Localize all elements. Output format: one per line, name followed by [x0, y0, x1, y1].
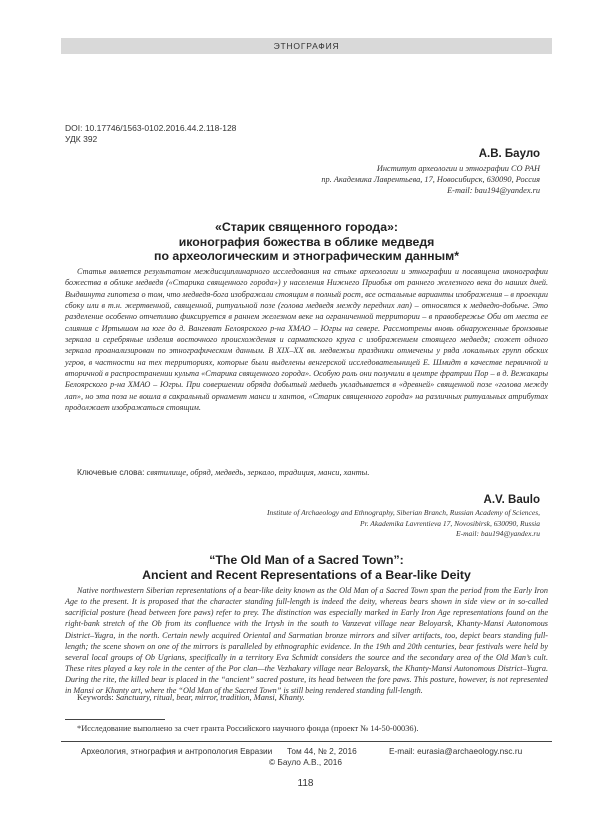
page-number: 118 [297, 778, 314, 789]
title-en-line: Ancient and Recent Representations of a Bear-like Deity [142, 567, 471, 582]
title-en-line: “The Old Man of a Sacred Town”: [209, 553, 404, 567]
affiliation-en [267, 508, 540, 540]
footnote: *Исследование выполнено за счет гранта Российского научного фонда (проект № 14-50-00036). [77, 724, 419, 733]
section-rubric: ЭТНОГРАФИЯ [61, 38, 552, 54]
footnote-rule [65, 719, 165, 720]
author-en: A.V. Baulo [483, 494, 540, 506]
keywords-en-label: Keywords: [77, 693, 114, 702]
title-ru [61, 220, 552, 264]
keywords-en [77, 693, 305, 702]
author-ru: А.В. Бауло [478, 148, 540, 160]
title-ru-line: иконография божества в облике медведя [178, 234, 435, 249]
footer-journal: Археология, этнография и антропология Евразии [81, 746, 273, 756]
keywords-ru [77, 467, 369, 477]
keywords-ru-label: Ключевые слова: [77, 467, 145, 477]
title-ru-line: «Старик священного города»: [214, 220, 398, 234]
keywords-ru-values: святилище, обряд, медведь, зеркало, традиция, манси, ханты. [146, 468, 370, 477]
affiliation-ru-line: E-mail: bau194@yandex.ru [447, 186, 540, 195]
footer-copyright: © Бауло А.В., 2016 [269, 757, 342, 767]
footer-rule [61, 741, 552, 742]
abstract-ru: Статья является результатом междисциплинарного исследования на стыке археологии и этнографии и посвящена иконографии божества в облике медведя («Старика священного города») у населения Нижнего Приобья от раннего железного века до наших дней. Выдвинута гипотеза о том, что медведя-бога изображали стоящим в полный рост, все остальные варианты изображения – в проекции сбоку или в т.н. жертвенной, священной, ритуальной позе (голова медведя между передних лап) – относятся к медведю-добыче. Это разделение особенно отчетливо фиксируется в раннем железном веке на ограниченной территории – в правобережье Оби от места ее слияния с Иртышом на юге до д. Вангеват Белоярского р-на ХМАО – Югры на севере. Рассмотрены вновь обнаруженные бронзовые зеркала и серебряные изделия восточного происхождения и сарматского круга с изображением стоящего медведя; сюжет одного зеркала проанализирован по этнографическим данным. В XIX–XX вв. медвежьи праздники отмечены у ряда локальных групп обских угров, в частности на тех территориях, которые были выделены венгерской исследовательницей Е. Шмидт в качестве первичной и вторичной в распространении культа «Старика священного города». Особую роль они получили в центре фратрии Пор – в д. Вежакары Белоярского р-на ХМАО – Югры. При совершении обряда добытый медведь укладывается в «древней» священной позе «голова между лап», но эта поза не вошла в сакральный орнамент манси и хантов, «Старик священного города» на различных ритуальных атрибутах продолжает изображаться стоящим. [65, 267, 548, 413]
affiliation-en-line: Institute of Archaeology and Ethnography, Siberian Branch, Russian Academy of Sciences, [267, 508, 540, 517]
udk: УДК 392 [65, 134, 98, 144]
affiliation-ru-line: пр. Академика Лаврентьева, 17, Новосибирск, 630090, Россия [321, 175, 540, 184]
affiliation-en-line: Pr. Akademika Lavrentieva 17, Novosibirsk, 630090, Russia [360, 518, 540, 528]
doi: DOI: 10.17746/1563-0102.2016.44.2.118-128 [65, 123, 237, 133]
affiliation-ru-line: Институт археологии и этнографии СО РАН [376, 164, 540, 173]
keywords-en-values: Sanctuary, ritual, bear, mirror, tradition, Mansi, Khanty. [115, 693, 305, 702]
affiliation-ru [321, 163, 540, 196]
title-ru-line: по археологическим и этнографическим данным* [154, 249, 459, 263]
footer-volume: Том 44, № 2, 2016 [287, 746, 357, 756]
footer-email: E-mail: eurasia@archaeology.nsc.ru [389, 746, 523, 756]
abstract-en: Native northwestern Siberian representations of a bear-like deity known as the Old Man of a Sacred Town span the period from the Early Iron Age to the present. It is proposed that the character standing full-length is indeed the deity, whereas bears shown in side view or in so-called sacrificial posture (head between fore paws) refer to prey. The distinction was especially marked in Early Iron Age representations found on the right-bank stretch of the Ob from its confluence with the Irtysh in the south to Vanzevat village near Beloyarsk, Khanty-Mansi Autonomous District–Yugra, in the north. Certain newly acquired Oriental and Sarmatian bronze mirrors and silver artifacts, too, depict bears standing full-length; the scene shown on one of the mirrors is paralleled by ethnographic evidence. In the 19th and 20th centuries, bear festivals were held by several local groups of Ob Ugrians, specifically in a territory Eva Schmidt considers the source and the secondary area of the Old Man’s cult. These rites played a key role in the center of the Por clan—the Vezhakary village near Beloyarsk, the Khanty-Mansi Autonomous District–Yugra. During the rite, the killed bear is placed in the “ancient” sacred posture, its head between the fore paws. This posture, however, is not represented in Mansi or Khanty art, where the “Old Man of the Sacred Town” is still being rendered standing full-length. [65, 586, 548, 696]
title-en [61, 553, 552, 582]
affiliation-en-line: E-mail: bau194@yandex.ru [456, 529, 540, 538]
